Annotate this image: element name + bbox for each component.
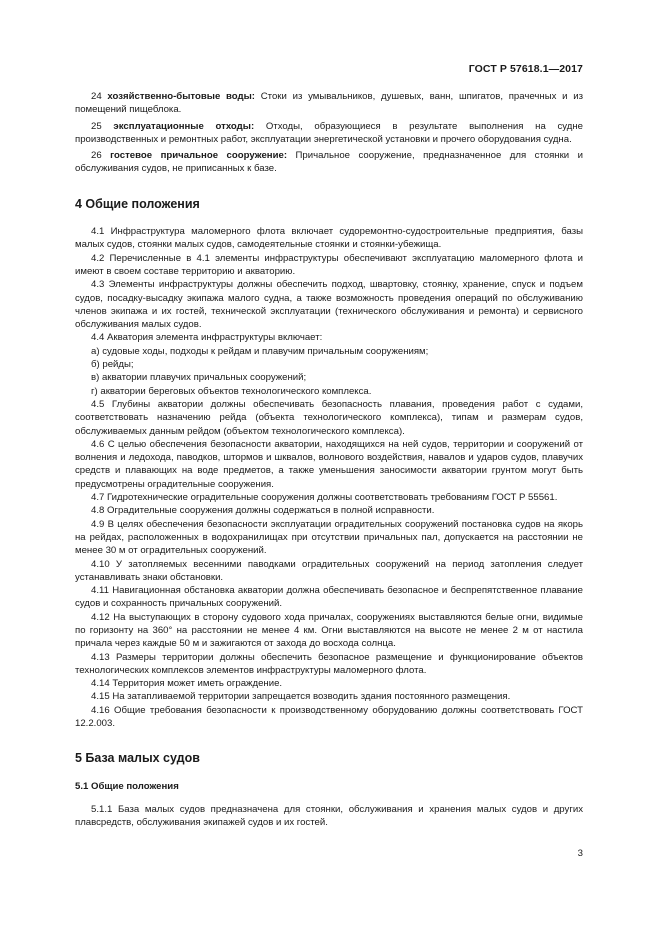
paragraph: 4.9 В целях обеспечения безопасности эксплуатации оградительных сооружений постановка судов на якорь на рейдах, расположенных в водохранилищах при отсутствии причальных пал, допускается на расстоянии не менее 30 м от оградительных сооружений. [75, 518, 583, 557]
term-number: 24 [91, 91, 102, 102]
term-entry [75, 149, 583, 176]
paragraph: 4.12 На выступающих в сторону судового хода причалах, сооружениях выставляются белые огни, видимые по горизонту на 360° на расстоянии не менее 4 км. Огни выставляются на высоте не менее 2 м от настила причала через каждые 50 м и зажигаются от захода до восхода солнца. [75, 611, 583, 650]
section-4-heading: 4 Общие положения [75, 196, 200, 211]
paragraph: 4.16 Общие требования безопасности к производственному оборудованию должны соответствовать ГОСТ 12.2.003. [75, 704, 583, 730]
term-name: хозяйственно-бытовые воды: [107, 91, 256, 102]
paragraph: в) акватории плавучих причальных сооружений; [91, 372, 307, 384]
paragraph: 4.2 Перечисленные в 4.1 элементы инфраструктуры обеспечивают эксплуатацию маломерного флота и имеют в своем составе территорию и акваторию. [75, 252, 583, 277]
term-definition: Отходы, образующиеся в результате выполнения на судне производственных и ремонтных работ, эксплуатации энергетической установки и прочего оборудования судна. [75, 120, 584, 145]
paragraph: а) судовые ходы, подходы к рейдам и плавучим причальным сооружениям; [91, 345, 429, 357]
paragraph: 4.8 Оградительные сооружения должны содержаться в полной исправности. [91, 505, 435, 517]
term-name: эксплуатационные отходы: [113, 120, 255, 132]
subsection-5-1-heading: 5.1 Общие положения [75, 780, 179, 792]
section-5-heading: 5 База малых судов [75, 751, 200, 766]
page-content [75, 90, 583, 830]
paragraph: 4.15 На затапливаемой территории запрещается возводить здания постоянного размещения. [91, 691, 511, 703]
term-definition: Стоки из умывальников, душевых, ванн, шпигатов, прачечных и из помещений пищеблока. [75, 91, 583, 116]
term-entry [75, 90, 583, 117]
term-number: 26 [91, 150, 102, 162]
paragraph: 4.5 Глубины акватории должны обеспечивать безопасность плавания, проведения работ с судами, соответствовать назначению рейда (объекта технологического комплекса), типам и размерам судов, обслуживаемых данным рейдом (объектом технологического комплекса). [75, 398, 583, 437]
paragraph: 4.4 Акватория элемента инфраструктуры включает: [91, 332, 323, 344]
term-number: 25 [91, 120, 102, 132]
paragraph: г) акватории береговых объектов технологического комплекса. [91, 385, 372, 397]
term-entry [75, 120, 583, 147]
paragraph: 4.7 Гидротехнические оградительные сооружения должны соответствовать требованиям ГОСТ Р 55561. [91, 492, 558, 504]
term-definition: Причальное сооружение, предназначенное для стоянки и обслуживания судов, не приписанных к базе. [75, 150, 583, 175]
paragraph: 4.6 С целью обеспечения безопасности акватории, находящихся на ней судов, территории и сооружений от волнения и ледохода, паводков, штормов и шквалов, волнового воздействия, навалов и ударов судов, плавучих средств и плавающих на воде предметов, а также уменьшения заносимости акватории грунтом могут быть предусмотрены оградительные сооружения. [75, 438, 583, 490]
paragraph: 4.13 Размеры территории должны обеспечить безопасное размещение и функционирование объектов технологических комплексов элементов инфраструктуры маломерного флота. [75, 651, 583, 676]
term-name: гостевое причальное сооружение: [110, 150, 288, 162]
paragraph: 4.3 Элементы инфраструктуры должны обеспечить подход, швартовку, стоянку, хранение, спуск и подъем судов, посадку-высадку экипажа малого судна, а также возможность проведения операций по обслуживанию членов экипажа и их гостей, технической эксплуатации (технического обслуживания и ремонта) и сервисного обслуживания малых судов. [75, 279, 583, 331]
paragraph: 4.10 У затопляемых весенними паводками оградительных сооружений на период затопления следует устанавливать знаки обстановки. [75, 558, 583, 583]
paragraph: 4.14 Территория может иметь ограждение. [91, 678, 283, 690]
paragraph: 4.11 Навигационная обстановка акватории должна обеспечивать безопасное и беспрепятственное плавание судов и сохранность причальных сооружений. [75, 585, 583, 610]
page-number: 3 [577, 848, 583, 859]
paragraph: б) рейды; [91, 359, 134, 371]
document-code-header: ГОСТ Р 57618.1—2017 [468, 63, 583, 75]
terms-list [75, 90, 583, 176]
section-4-body [75, 225, 583, 730]
paragraph: 4.1 Инфраструктура маломерного флота включает судоремонтно-судостроительные предприятия, базы малых судов, стоянки малых судов, самодеятельные стоянки и стоянки-убежища. [75, 226, 583, 251]
paragraph: 5.1.1 База малых судов предназначена для стоянки, обслуживания и хранения малых судов и других плавсредств, обслуживания экипажей судов и их гостей. [75, 803, 583, 829]
section-5-body [75, 803, 583, 830]
